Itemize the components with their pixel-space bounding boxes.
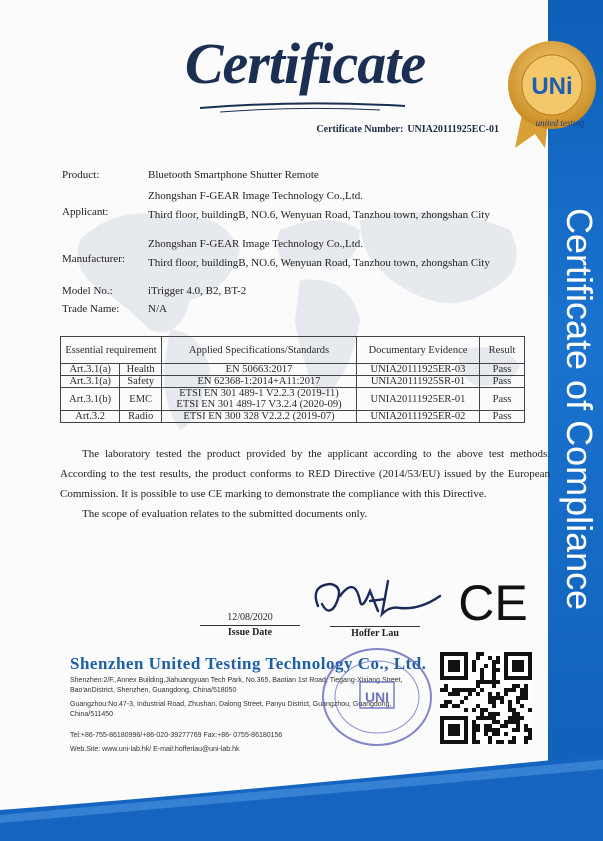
cell-spec: ETSI EN 300 328 V2.2.2 (2019-07)	[162, 411, 357, 423]
bottom-blue-banner	[0, 755, 603, 841]
certificate-number-label: Certificate Number:	[316, 124, 404, 135]
contact-web-email: Web.Site: www.uni-lab.hk/ E-mail:hofferlau@uni-lab.hk	[70, 746, 240, 753]
address-shenzhen: Shenzhen:2/F.,Annex Building,Jiahuangyuan Tech Park, No.365, Baotian 1st Road, Tiegang-Xixiang Street, Bao'anDistrict, Shenzhen, Guangdong, China/518050	[70, 677, 403, 694]
trade-name-label: Trade Name:	[62, 303, 120, 315]
trade-name-value: N/A	[148, 303, 167, 315]
qr-code	[440, 652, 532, 744]
certificate-number-value: UNIA20111925EC-01	[407, 124, 499, 135]
col-result: Result	[480, 337, 525, 364]
table-header-row	[61, 337, 525, 364]
scope-paragraph	[60, 504, 550, 524]
col-requirement: Essential requirement	[61, 337, 162, 364]
side-band-title	[551, 208, 603, 688]
uni-seal-badge	[500, 30, 600, 150]
conformity-paragraph	[60, 444, 550, 504]
table-row	[61, 388, 525, 411]
product-value: Bluetooth Smartphone Shutter Remote	[148, 169, 319, 181]
cell-result: Pass	[480, 364, 525, 376]
cell-article: Art.3.2	[61, 411, 120, 423]
cell-result: Pass	[480, 388, 525, 411]
applicant-address: Third floor, buildingB, NO.6, Wenyuan Road, Tanzhou town, zhongshan City	[148, 209, 490, 221]
seal-ring-text: united testing	[535, 118, 585, 128]
certificate-number	[312, 124, 499, 135]
model-value: iTrigger 4.0, B2, BT-2	[148, 285, 247, 297]
cell-article: Art.3.1(a)	[61, 376, 120, 388]
cell-category: Radio	[120, 411, 162, 423]
issue-date-block	[200, 612, 300, 638]
product-label: Product:	[62, 169, 100, 181]
cell-category: EMC	[120, 388, 162, 411]
specifications-table	[60, 336, 525, 423]
cell-result: Pass	[480, 376, 525, 388]
cell-article: Art.3.1(a)	[61, 364, 120, 376]
cell-result: Pass	[480, 411, 525, 423]
manufacturer-label: Manufacturer:	[62, 253, 125, 265]
seal-logo: UNi	[531, 73, 573, 100]
cell-spec-line2: ETSI EN 301 489-17 V3.2.4 (2020-09)	[176, 399, 342, 410]
table-row	[61, 411, 525, 423]
ce-mark	[453, 577, 533, 627]
manufacturer-address: Third floor, buildingB, NO.6, Wenyuan Road, Tanzhou town, zhongshan City	[148, 257, 490, 269]
applicant-label: Applicant:	[62, 206, 109, 218]
cell-category: Health	[120, 364, 162, 376]
side-band-text: Certificate of Compliance	[559, 208, 600, 611]
manufacturer-name: Zhongshan F-GEAR Image Technology Co.,Ltd.	[148, 238, 364, 250]
contact-phone-fax: Tel:+86-755-86180996/+86-020-39277769 Fax:+86- 0755-86180156	[70, 732, 283, 739]
title-flourish	[180, 98, 420, 116]
model-label: Model No.:	[62, 285, 113, 297]
address-guangzhou: Guangzhou:No.47-3, Industrial Road, Zhushan, Dalong Street, Panyu District, Guangzhou, Guangdong, China/511450	[70, 701, 392, 718]
signer-block	[330, 612, 420, 639]
scope-text: The scope of evaluation relates to the submitted documents only.	[82, 508, 368, 520]
ce-mark-text: CE	[458, 577, 528, 627]
company-stamp	[320, 645, 435, 750]
cell-category: Safety	[120, 376, 162, 388]
issue-date: 12/08/2020	[227, 612, 273, 623]
cell-article: Art.3.1(b)	[61, 388, 120, 411]
cell-spec: EN 62368-1:2014+A11:2017	[162, 376, 357, 388]
cell-evidence: UNIA20111925ER-02	[357, 411, 480, 423]
cell-evidence: UNIA20111925ER-03	[357, 364, 480, 376]
col-specifications: Applied Specifications/Standards	[162, 337, 357, 364]
issue-date-caption: Issue Date	[227, 627, 273, 638]
stamp-logo: UNI	[364, 689, 390, 705]
applicant-name: Zhongshan F-GEAR Image Technology Co.,Ltd.	[148, 190, 364, 202]
table-row	[61, 364, 525, 376]
cell-evidence: UNIA20111925ER-01	[357, 388, 480, 411]
certificate-title: Certificate	[184, 31, 426, 96]
cell-evidence: UNIA20111925SR-01	[357, 376, 480, 388]
col-evidence: Documentary Evidence	[357, 337, 480, 364]
cell-spec: EN 50663:2017	[162, 364, 357, 376]
cell-spec-line1: ETSI EN 301 489-1 V2.2.3 (2019-11)	[179, 388, 339, 399]
company-name: Shenzhen United Testing Technology Co., Ltd.	[70, 654, 427, 673]
conformity-text: The laboratory tested the product provided by the applicant according to the above test methods. According to the test results, the product conforms to RED Directive (2014/53/EU) issued by the European Commission. It is possible to use CE marking to demonstrate the compliance with this Directive.	[60, 448, 550, 500]
cell-spec	[162, 388, 357, 411]
signer-name: Hoffer Lau	[351, 628, 399, 639]
table-row	[61, 376, 525, 388]
